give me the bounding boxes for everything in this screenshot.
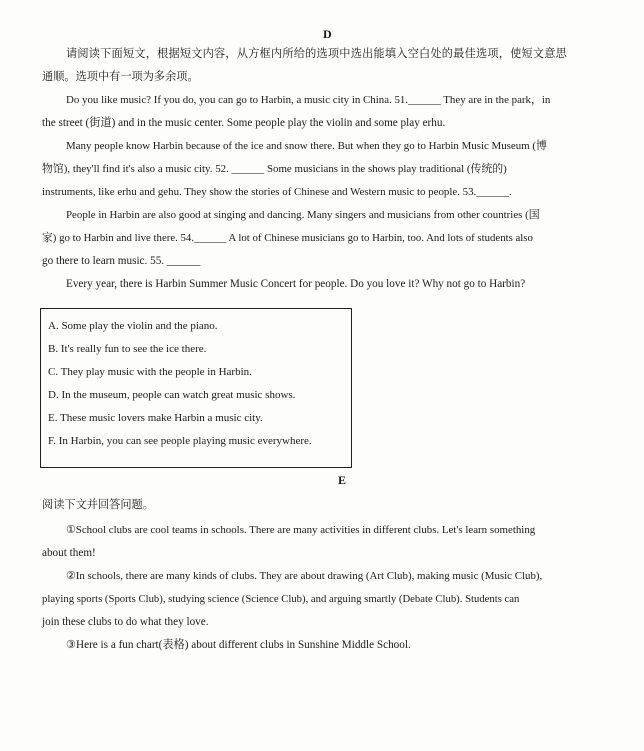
section-d-instruction-line2: 通顺。选项中有一项为多余项。: [42, 71, 199, 83]
section-d-instruction-line1: 请阅读下面短文，根据短文内容，从方框内所给的选项中选出能填入空白处的最佳选项，使短文意思: [66, 48, 568, 60]
option-e: E. These music lovers make Harbin a music city.: [48, 412, 263, 424]
section-e-heading: E: [338, 473, 347, 487]
passage-e-p2-line3: join these clubs to do what they love.: [42, 616, 209, 628]
passage-d-p3-line2: 家) go to Harbin and live there. 54.______ A lot of Chinese musicians go to Harbin, too. And lots of students also: [42, 232, 533, 244]
option-f: F. In Harbin, you can see people playing music everywhere.: [48, 435, 312, 447]
option-d: D. In the museum, people can watch great music shows.: [48, 389, 296, 401]
option-c: C. They play music with the people in Harbin.: [48, 366, 252, 378]
options-box: [40, 308, 352, 468]
passage-e-p3-line1: ③Here is a fun chart(表格) about different clubs in Sunshine Middle School.: [66, 639, 411, 651]
passage-d-p2-line1: Many people know Harbin because of the ice and snow there. But when they go to Harbin Music Museum (博: [66, 140, 547, 152]
passage-e-p1-line2: about them!: [42, 547, 96, 559]
option-b: B. It's really fun to see the ice there.: [48, 343, 207, 355]
section-d-heading: D: [323, 27, 332, 41]
passage-e-p2-line2: playing sports (Sports Club), studying science (Science Club), and arguing smartly (Debate Club). Students can: [42, 593, 520, 605]
option-a: A. Some play the violin and the piano.: [48, 320, 218, 332]
passage-d-p1-line2: the street (街道) and in the music center. Some people play the violin and some play erhu.: [42, 117, 446, 129]
passage-e-p2-line1: ②In schools, there are many kinds of clubs. They are about drawing (Art Club), making music (Music Club),: [66, 570, 543, 582]
passage-d-p3-line1: People in Harbin are also good at singing and dancing. Many singers and musicians from other countries (国: [66, 209, 540, 221]
passage-e-p1-line1: ①School clubs are cool teams in schools. There are many activities in different clubs. Let's learn something: [66, 524, 536, 536]
passage-d-p4-line1: Every year, there is Harbin Summer Music Concert for people. Do you love it? Why not go to Harbin?: [66, 278, 526, 290]
passage-d-p3-line3: go there to learn music. 55. ______: [42, 255, 201, 267]
passage-d-p1-line1: Do you like music? If you do, you can go to Harbin, a music city in China. 51.______ They are in the park，in: [66, 94, 551, 106]
section-e-instruction: 阅读下文并回答问题。: [42, 499, 154, 511]
passage-d-p2-line2: 物馆), they'll find it's also a music city. 52. ______ Some musicians in the shows play traditional (传统的): [42, 163, 507, 175]
passage-d-p2-line3: instruments, like erhu and gehu. They show the stories of Chinese and Western music to people. 53.______.: [42, 186, 512, 198]
